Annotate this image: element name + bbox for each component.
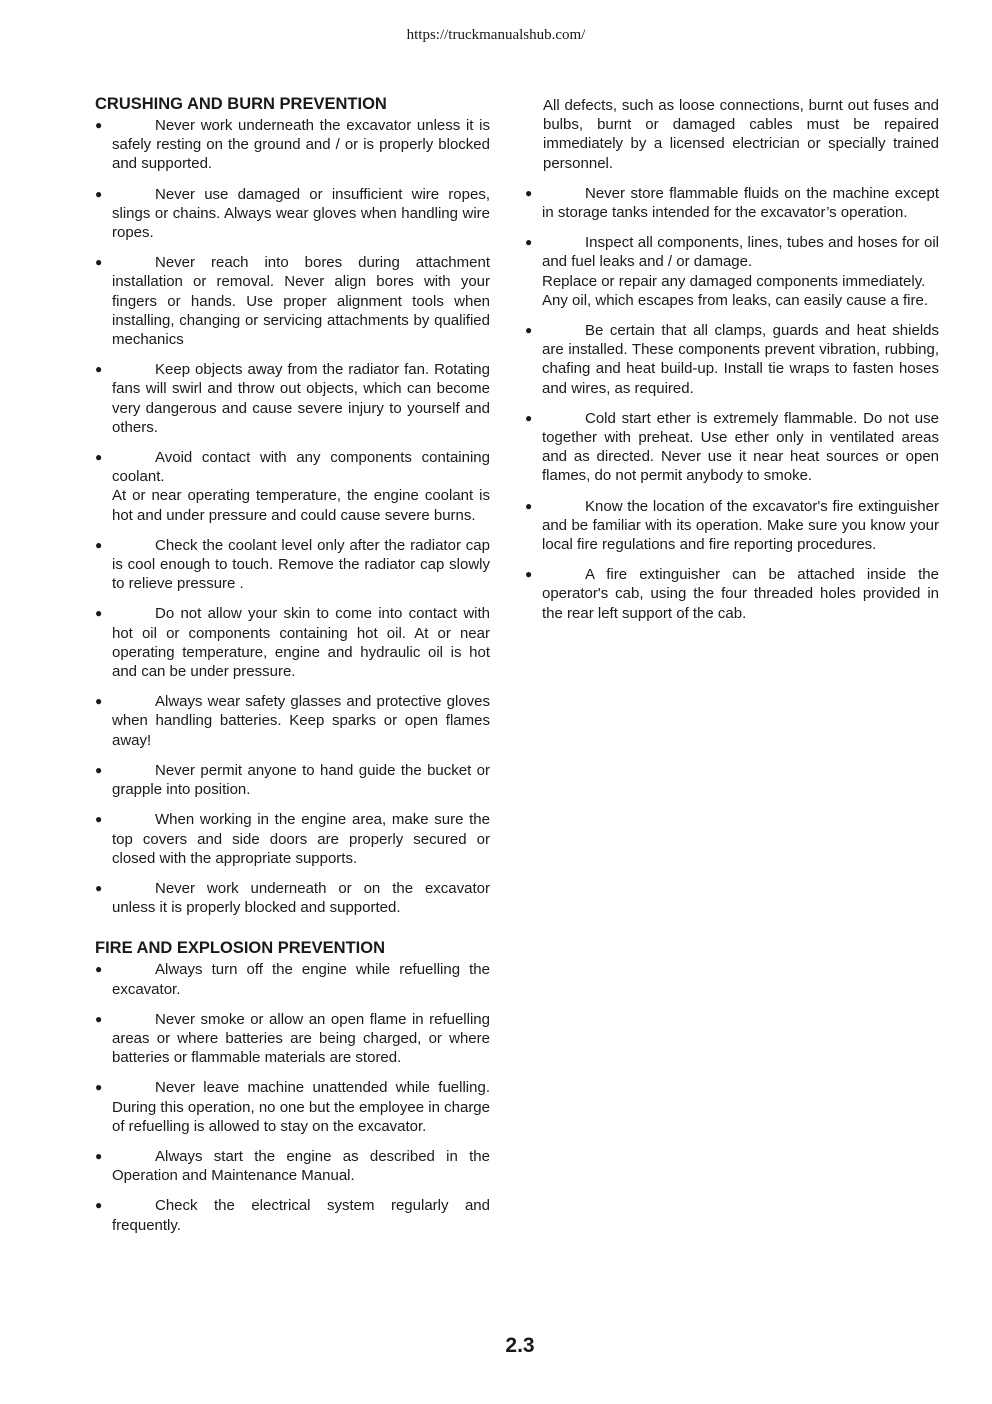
list-item: ● Never work underneath or on the excavator unless it is properly blocked and supported.: [95, 879, 490, 917]
bullet-icon: ●: [525, 185, 533, 200]
list-item: ● Check the coolant level only after the radiator cap is cool enough to touch. Remove the radiator cap slowly to relieve pressure .: [95, 536, 490, 593]
left-column: [95, 94, 490, 1246]
list-item: ● A fire extinguisher can be attached inside the operator's cab, using the four threaded holes provided in the rear left support of the cab.: [525, 566, 939, 622]
fire-bullet-list-continued: [525, 184, 939, 623]
bullet-icon: ●: [95, 1080, 103, 1095]
bullet-icon: ●: [95, 362, 103, 377]
right-column: [525, 94, 939, 634]
list-item: ● Never permit anyone to hand guide the bucket or grapple into position.: [95, 761, 490, 799]
bullet-icon: ●: [95, 450, 103, 465]
crushing-bullet-list: [95, 116, 490, 917]
bullet-icon: ●: [95, 606, 103, 621]
list-item: ● Keep objects away from the radiator fan. Rotating fans will swirl and throw out objects, which can become very dangerous and cause severe injury to yourself and others.: [95, 361, 490, 436]
fire-bullet-list: [95, 960, 490, 1234]
bullet-icon: ●: [525, 498, 533, 513]
page-number: 2.3: [505, 1334, 535, 1357]
list-item: ● Be certain that all clamps, guards and heat shields are installed. These components prevent vibration, rubbing, chafing and heat build-up. Install tie wraps to fasten hoses and wires, as required.: [525, 322, 939, 397]
list-item: ● Know the location of the excavator's fire extinguisher and be familiar with its operation. Make sure you know your local fire regulations and fire reporting procedures.: [525, 497, 939, 554]
list-item: ● Inspect all components, lines, tubes and hoses for oil and fuel leaks and / or damage. Replace or repair any damaged components immediately. Any oil, which escapes from leaks, can easily cause a fire.: [525, 234, 939, 309]
source-url[interactable]: https://truckmanualshub.com/: [406, 27, 586, 43]
list-item: ● Never work underneath the excavator unless it is safely resting on the ground and / or is properly blocked and supported.: [95, 117, 490, 173]
list-item: ● Avoid contact with any components containing coolant. At or near operating temperature, the engine coolant is hot and under pressure and could cause severe burns.: [95, 449, 490, 524]
list-item: ● Never leave machine unattended while fuelling. During this operation, no one but the employee in charge of refuelling is allowed to stay on the excavator.: [95, 1079, 490, 1135]
continuation-paragraph: All defects, such as loose connections, burnt out fuses and bulbs, burnt or damaged cables must be repaired immediately by a licensed electrician or specially trained personnel.: [543, 97, 939, 172]
bullet-icon: ●: [525, 410, 533, 425]
list-item: ● When working in the engine area, make sure the top covers and side doors are properly secured or closed with the appropriate supports.: [95, 811, 490, 867]
bullet-icon: ●: [95, 537, 103, 552]
list-item: ● Do not allow your skin to come into contact with hot oil or components containing hot oil. At or near operating temperature, engine and hydraulic oil is hot and can be under pressure.: [95, 605, 490, 681]
list-item: ● Never use damaged or insufficient wire ropes, slings or chains. Always wear gloves when handling wire ropes.: [95, 185, 490, 242]
bullet-icon: ●: [525, 235, 533, 250]
list-item: ● Always turn off the engine while refuelling the excavator.: [95, 961, 490, 998]
bullet-icon: ●: [95, 694, 103, 709]
bullet-icon: ●: [95, 1148, 103, 1163]
bullet-icon: ●: [95, 186, 103, 201]
list-item: ● Never reach into bores during attachment installation or removal. Never align bores with your fingers or hands. Use proper alignment tools when installing, changing or servicing attachments by qualified mechanics: [95, 254, 490, 349]
bullet-icon: ●: [95, 1011, 103, 1026]
bullet-icon: ●: [95, 962, 103, 977]
section-title-fire: FIRE AND EXPLOSION PREVENTION: [95, 939, 386, 958]
list-item: ● Always start the engine as described in the Operation and Maintenance Manual.: [95, 1147, 490, 1185]
list-item: ● Never smoke or allow an open flame in refuelling areas or where batteries are being charged, or where batteries or flammable materials are stored.: [95, 1010, 490, 1067]
bullet-icon: ●: [525, 567, 533, 582]
bullet-icon: ●: [525, 323, 533, 338]
bullet-icon: ●: [95, 118, 103, 132]
bullet-icon: ●: [95, 880, 103, 895]
bullet-icon: ●: [95, 1198, 103, 1213]
bullet-icon: ●: [95, 255, 103, 270]
bullet-icon: ●: [95, 762, 103, 777]
bullet-icon: ●: [95, 812, 103, 827]
list-item: ● Check the electrical system regularly and frequently.: [95, 1197, 490, 1234]
list-item: ● Cold start ether is extremely flammable. Do not use together with preheat. Use ether only in ventilated areas and as directed. Never use it near heat sources or open flames, do not permit anybody to smoke.: [525, 409, 939, 485]
list-item: ● Never store flammable fluids on the machine except in storage tanks intended for the excavator’s operation.: [525, 184, 939, 222]
list-item: ● Always wear safety glasses and protective gloves when handling batteries. Keep sparks or open flames away!: [95, 693, 490, 749]
section-title-crushing: CRUSHING AND BURN PREVENTION: [95, 95, 387, 113]
